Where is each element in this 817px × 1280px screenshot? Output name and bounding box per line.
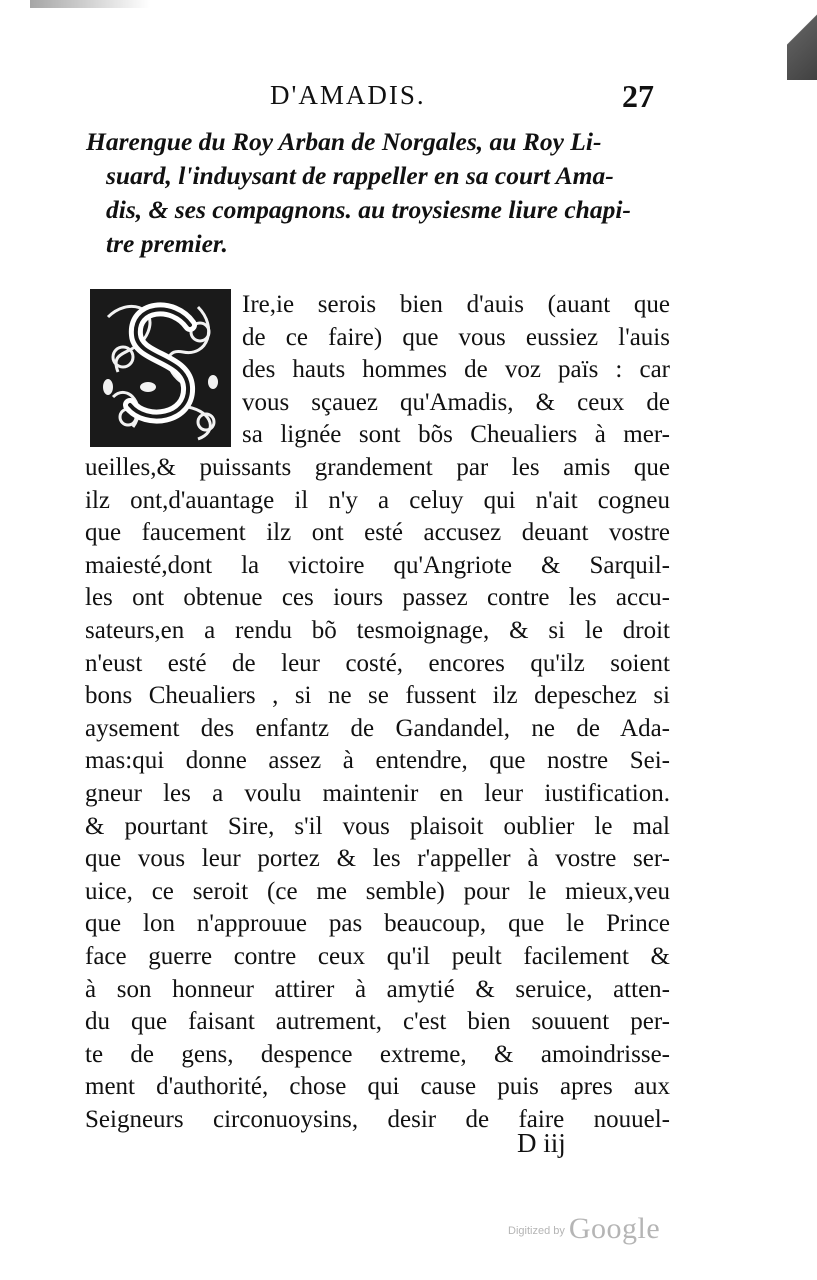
page-smudge <box>30 0 150 8</box>
heading-line: suard, l'induysant de rappeller en sa court Ama- <box>106 161 614 190</box>
body-line: aysement des enfantz de Gandandel, ne de Ada- <box>85 714 670 742</box>
body-line: gneur les a voulu maintenir en leur iustification. <box>85 780 670 807</box>
body-line: Ire,ie serois bien d'auis (auant que <box>242 291 670 318</box>
body-line: ment d'authorité, chose qui cause puis apres aux <box>85 1073 670 1101</box>
body-line: n'eust esté de leur costé, encores qu'ilz soient <box>85 649 670 677</box>
body-line: & pourtant Sire, s'il vous plaisoit oublier le mal <box>85 812 670 840</box>
body-line: Seigneurs circonuoysins, desir de faire nouuel- <box>85 1106 670 1133</box>
heading-line: tre premier. <box>106 229 228 258</box>
body-line: mas:qui donne assez à entendre, que nostre Sei- <box>85 747 670 775</box>
signature-mark: D iij <box>517 1128 566 1158</box>
decorated-initial-s-icon <box>88 287 233 449</box>
body-line: ilz ont,d'auantage il n'y a celuy qui n'ait cogneu <box>85 486 670 514</box>
body-line: que faucement ilz ont esté accusez deuant vostre <box>85 519 670 547</box>
watermark-prefix: Digitized by <box>508 1225 565 1237</box>
body-line: vous sçauez qu'Amadis, & ceux de <box>242 388 670 416</box>
body-line: bons Cheualiers , si ne se fussent ilz depeschez si <box>85 682 670 710</box>
body-line: maiesté,dont la victoire qu'Angriote & Sarquil- <box>85 551 670 579</box>
body-line: que lon n'approuue pas beaucoup, que le Prince <box>85 910 670 938</box>
body-line: à son honneur attirer à amytié & seruice, atten- <box>85 975 670 1003</box>
page-corner-shadow <box>787 0 817 80</box>
body-line: des hauts hommes de voz païs : car <box>242 356 670 384</box>
body-line: face guerre contre ceux qu'il peult facilement & <box>85 943 670 970</box>
google-logo: Google <box>568 1212 661 1245</box>
body-line: de ce faire) que vous eussiez l'auis <box>242 323 670 351</box>
body-line: ueilles,& puissants grandement par les amis que <box>85 454 670 481</box>
chapter-heading <box>86 125 671 261</box>
digitized-watermark <box>508 1212 660 1246</box>
body-line: sateurs,en a rendu bõ tesmoignage, & si le droit <box>85 617 670 644</box>
body-line: te de gens, despence extreme, & amoindrisse- <box>85 1040 670 1068</box>
heading-line: Harengue du Roy Arban de Norgales, au Roy Li- <box>86 127 602 156</box>
body-line: sa lignée sont bõs Cheualiers à mer- <box>242 421 670 449</box>
page-number: 27 <box>622 78 654 114</box>
body-line: uice, ce seroit (ce me semble) pour le mieux,veu <box>85 877 670 905</box>
body-line: du que faisant autrement, c'est bien souuent per- <box>85 1008 670 1036</box>
body-line: les ont obtenue ces iours passez contre les accu- <box>85 584 670 612</box>
running-head: D'AMADIS. <box>270 80 426 110</box>
heading-line: dis, & ses compagnons. au troysiesme liure chapi- <box>106 195 631 224</box>
body-line: que vous leur portez & les r'appeller à vostre ser- <box>85 845 670 873</box>
